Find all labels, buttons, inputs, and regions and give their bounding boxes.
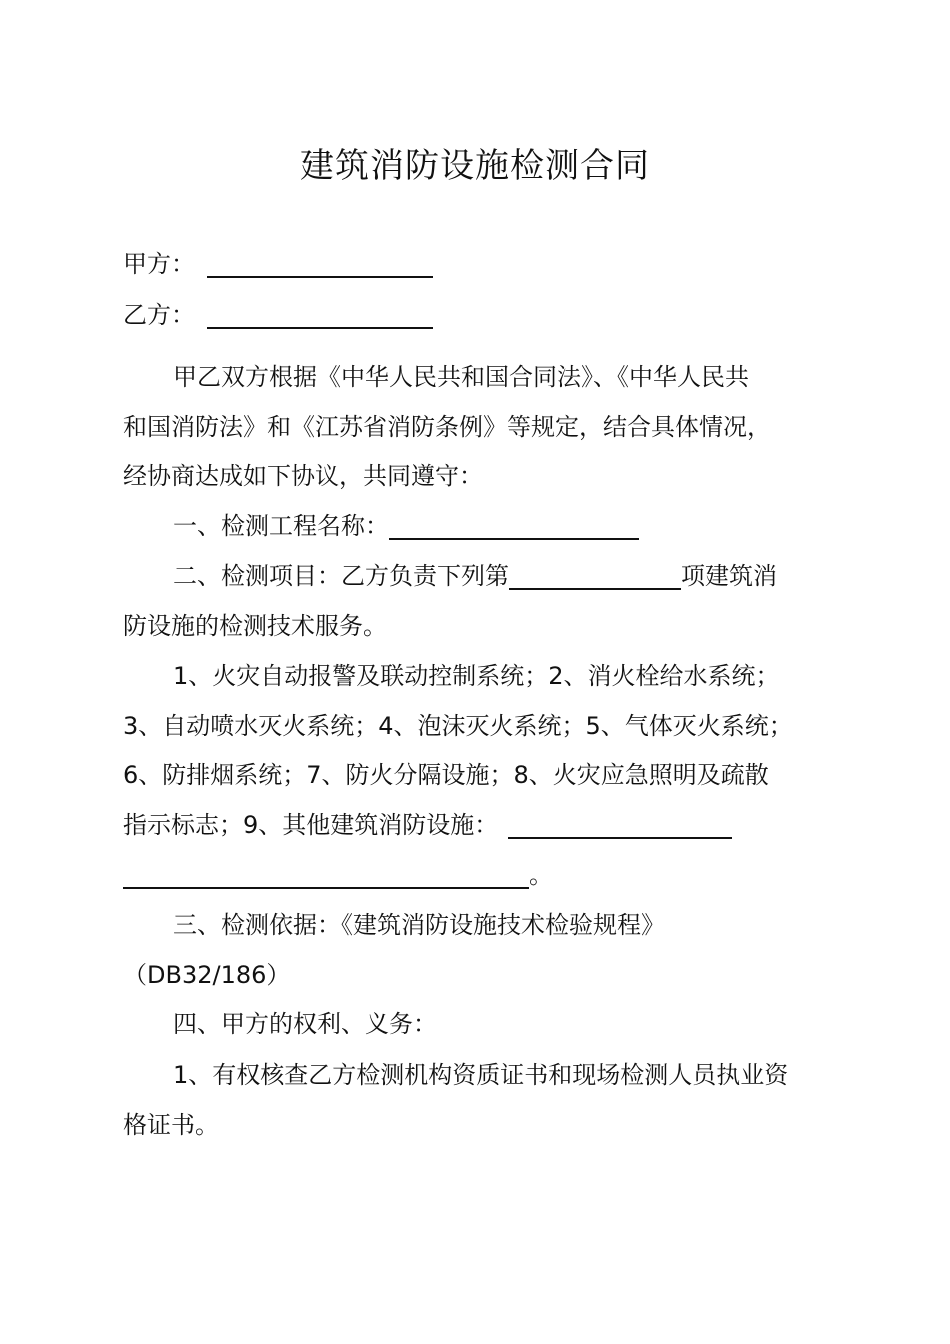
- items-line-4: [123, 807, 838, 843]
- preamble-line-3: 经协商达成如下协议，共同遵守：: [123, 462, 483, 490]
- section-3-line-2: （DB32/186）: [123, 961, 291, 989]
- party-b-blank[interactable]: [207, 301, 433, 329]
- party-a-line: [123, 246, 838, 282]
- other-facilities-blank-2[interactable]: [123, 861, 529, 889]
- project-name-blank[interactable]: [389, 512, 639, 540]
- document-title: 建筑消防设施检测合同: [300, 146, 650, 186]
- party-b-label: 乙方：: [123, 301, 195, 329]
- section-2-line-1: [123, 558, 838, 594]
- preamble-line-2: 和国消防法》和《江苏省消防条例》等规定，结合具体情况，: [123, 413, 771, 441]
- party-a-label: 甲方：: [123, 250, 195, 278]
- section-1-label: 一、检测工程名称：: [173, 512, 389, 540]
- right-1-line-1: 1、有权核查乙方检测机构资质证书和现场检测人员执业资: [173, 1061, 789, 1089]
- section-2-before-blank: 二、检测项目：乙方负责下列第: [173, 562, 509, 590]
- section-2-after-blank: 项建筑消: [681, 562, 777, 590]
- items-line-5: [123, 857, 838, 893]
- section-1-line: [123, 508, 838, 544]
- item-number-blank[interactable]: [509, 562, 681, 590]
- section-4-label: 四、甲方的权利、义务：: [173, 1010, 437, 1038]
- items-line-3: 6、防排烟系统；7、防火分隔设施；8、火灾应急照明及疏散: [123, 761, 769, 789]
- items-line-5-end: 。: [529, 861, 553, 889]
- preamble-line-1: 甲乙双方根据《中华人民共和国合同法》、《中华人民共: [173, 363, 749, 391]
- section-2-line-2: 防设施的检测技术服务。: [123, 612, 387, 640]
- party-b-line: [123, 297, 838, 333]
- party-a-blank[interactable]: [207, 250, 433, 278]
- items-line-1: 1、火灾自动报警及联动控制系统；2、消火栓给水系统；: [173, 662, 780, 690]
- items-line-4-text: 指示标志；9、其他建筑消防设施：: [123, 811, 499, 839]
- right-1-line-2: 格证书。: [123, 1111, 219, 1139]
- section-3-line-1: 三、检测依据：《建筑消防设施技术检验规程》: [173, 911, 665, 939]
- other-facilities-blank[interactable]: [508, 811, 732, 839]
- items-line-2: 3、自动喷水灭火系统；4、泡沫灭火系统；5、气体灭火系统；: [123, 712, 793, 740]
